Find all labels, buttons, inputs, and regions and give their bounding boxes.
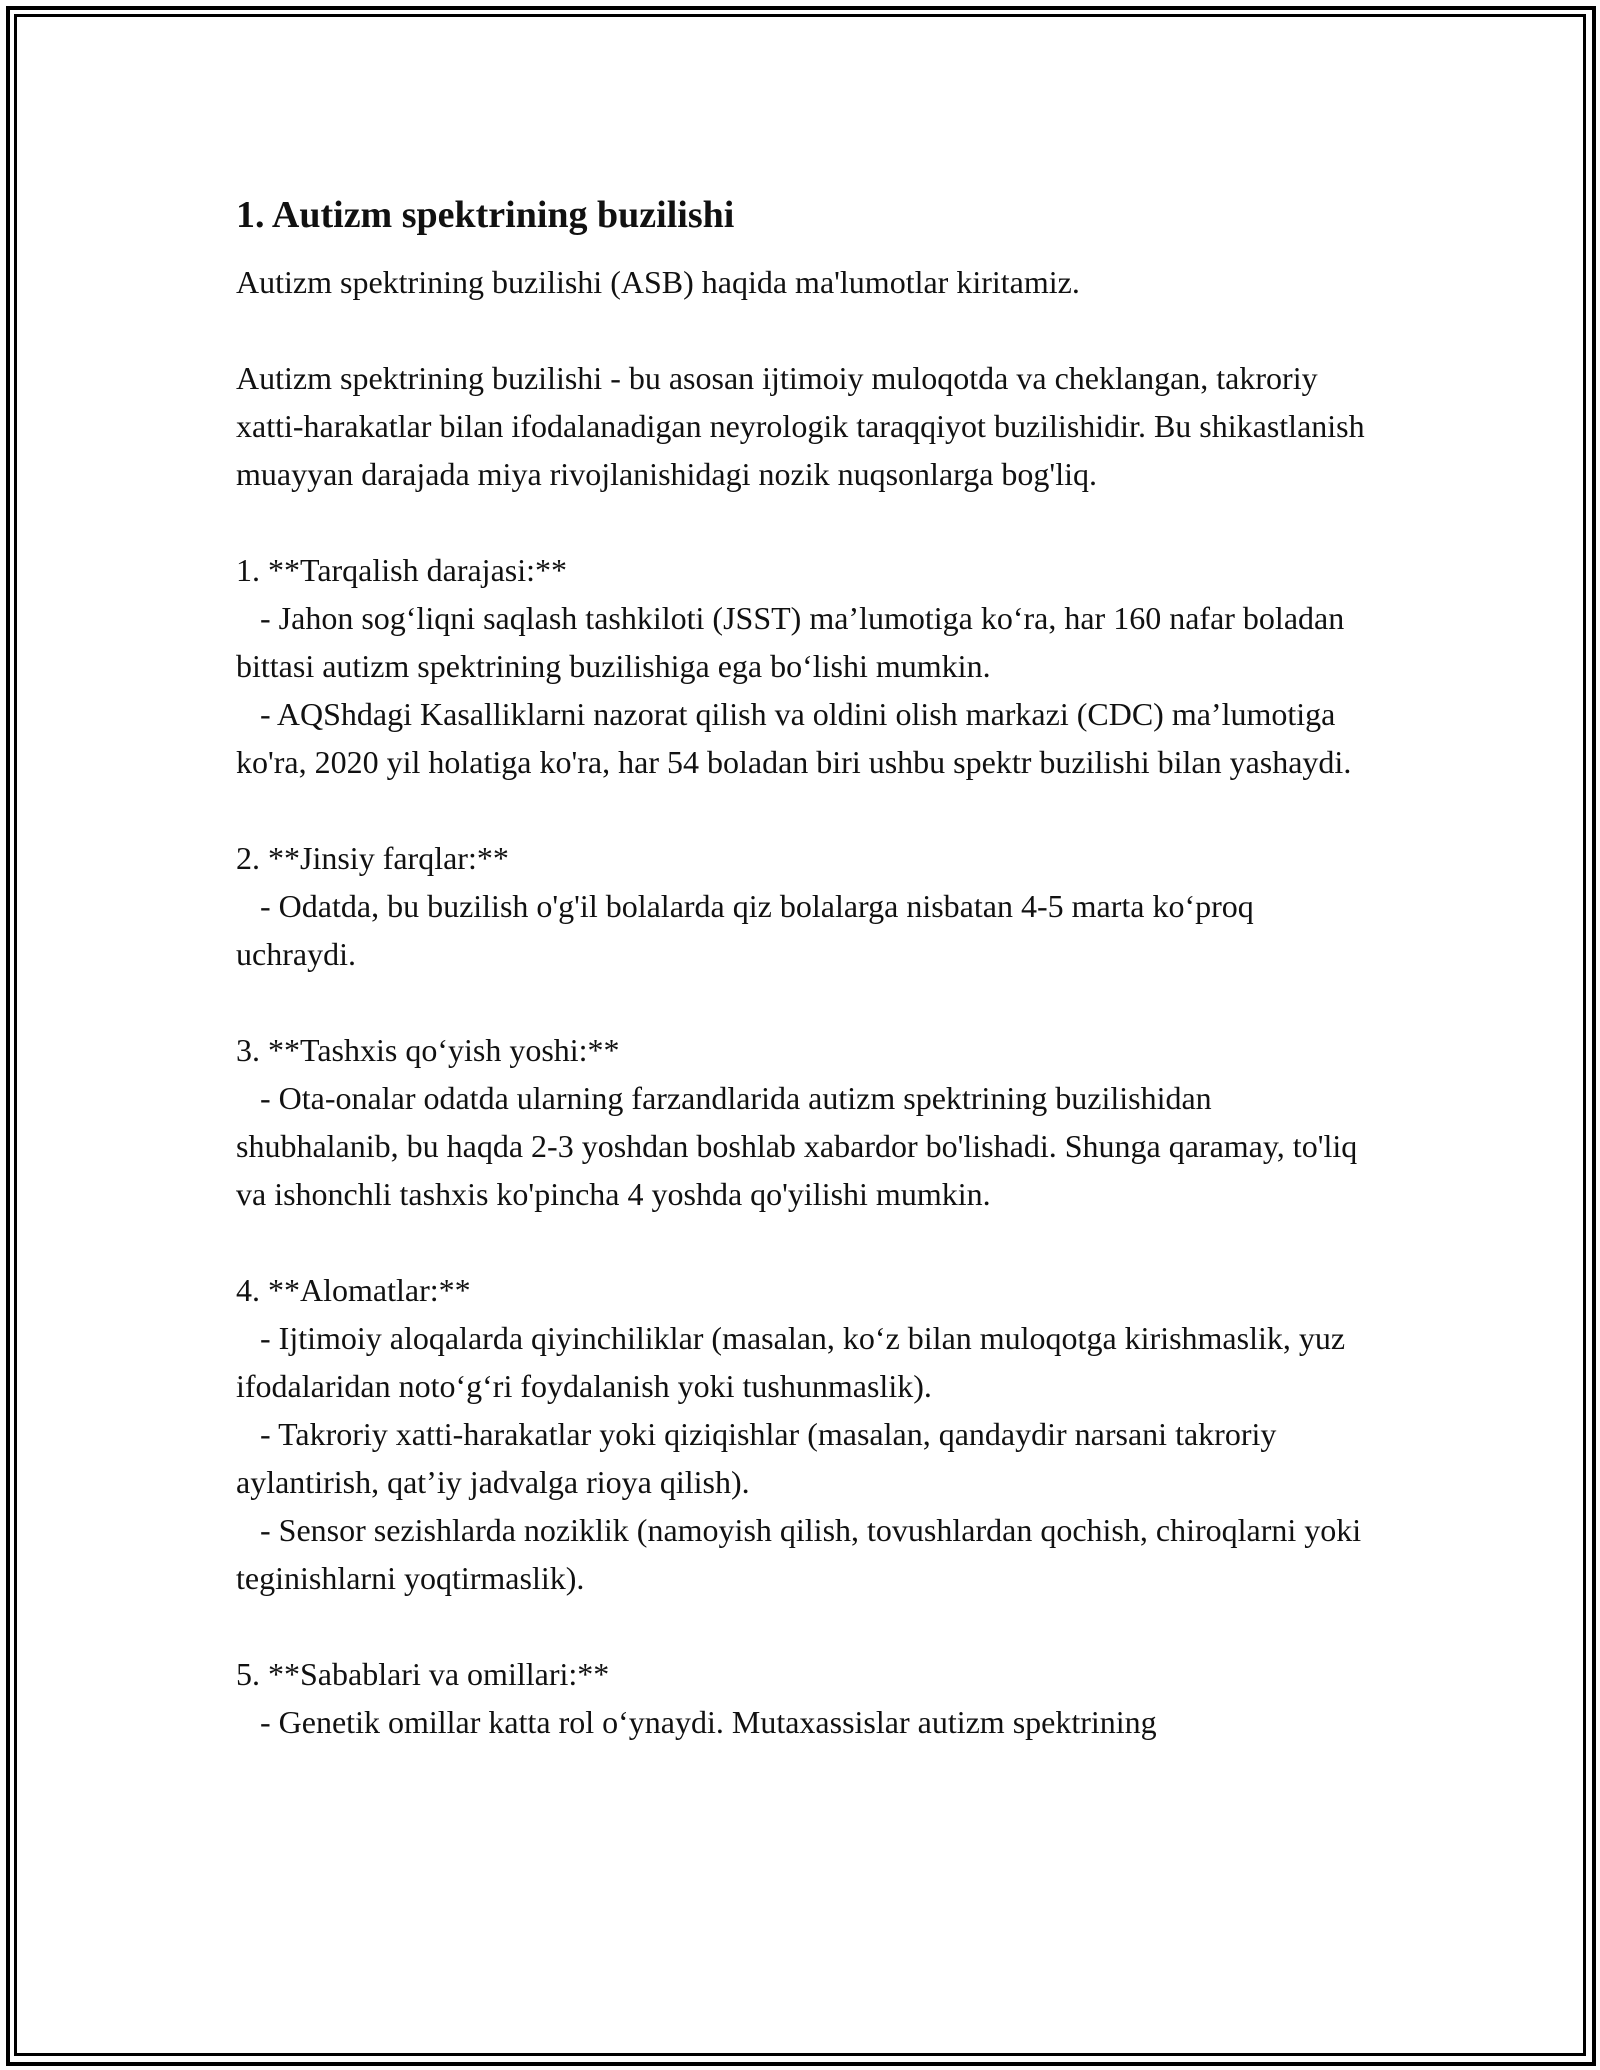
bullet-text: - Genetik omillar katta rol o‘ynaydi. Mutaxassislar autizm spektrining [260,1704,1157,1740]
spacer [236,245,1366,258]
spacer [236,1602,1366,1650]
section-bullet [236,690,1366,786]
document-title: 1. Autizm spektrining buzilishi [236,194,735,236]
document-body [236,185,1373,1746]
spacer [236,498,1366,546]
intro-paragraph: Autizm spektrining buzilishi (ASB) haqida ma'lumotlar kiritamiz. [236,264,1080,300]
section-bullet [236,882,1366,978]
section-bullet [236,1410,1366,1506]
section-heading: 2. **Jinsiy farqlar:** [236,840,509,876]
bullet-text: - Sensor sezishlarda noziklik (namoyish qilish, tovushlardan qochish, chiroqlarni yoki teginishlarni yoqtirmaslik). [236,1512,1362,1596]
bullet-text: - Odatda, bu buzilish o'g'il bolalarda qiz bolalarga nisbatan 4-5 marta ko‘proq uchraydi. [236,888,1254,972]
bullet-text: - Jahon sog‘liqni saqlash tashkiloti (JSST) ma’lumotiga ko‘ra, har 160 nafar boladan bittasi autizm spektrining buzilishiga ega bo‘lishi mumkin. [236,600,1345,684]
sections-list [236,498,1366,1746]
definition-paragraph: Autizm spektrining buzilishi - bu asosan ijtimoiy muloqotda va cheklangan, takroriy xatti-harakatlar bilan ifodalanadigan neyrologik taraqqiyot buzilishidir. Bu shikastlanish muayyan darajada miya rivojlanishidagi nozik nuqsonlarga bog'liq. [236,360,1373,492]
spacer [236,1218,1366,1266]
section-bullet [236,1314,1366,1410]
bullet-text: - Ota-onalar odatda ularning farzandlarida autizm spektrining buzilishidan shubhalanib, bu haqda 2-3 yoshdan boshlab xabardor bo'lishadi. Shunga qaramay, to'liq va ishonchli tashxis ko'pincha 4 yoshda qo'yilishi mumkin. [236,1080,1358,1212]
section-bullet [236,1698,1366,1746]
section-bullet [236,1506,1366,1602]
bullet-text: - Takroriy xatti-harakatlar yoki qiziqishlar (masalan, qandaydir narsani takroriy aylantirish, qat’iy jadvalga rioya qilish). [236,1416,1277,1500]
section-heading: 4. **Alomatlar:** [236,1272,471,1308]
section-heading: 5. **Sabablari va omillari:** [236,1656,610,1692]
section-bullet [236,1074,1366,1218]
section-bullet [236,594,1366,690]
bullet-text: - AQShdagi Kasalliklarni nazorat qilish va oldini olish markazi (CDC) ma’lumotiga ko'ra, 2020 yil holatiga ko'ra, har 54 boladan biri ushbu spektr buzilishi bilan yashaydi. [236,696,1352,780]
spacer [236,786,1366,834]
spacer [236,978,1366,1026]
section-heading: 1. **Tarqalish darajasi:** [236,552,567,588]
bullet-text: - Ijtimoiy aloqalarda qiyinchiliklar (masalan, ko‘z bilan muloqotga kirishmaslik, yuz ifodalaridan noto‘g‘ri foydalanish yoki tushunmaslik). [236,1320,1346,1404]
spacer [236,306,1366,354]
section-heading: 3. **Tashxis qo‘yish yoshi:** [236,1032,620,1068]
